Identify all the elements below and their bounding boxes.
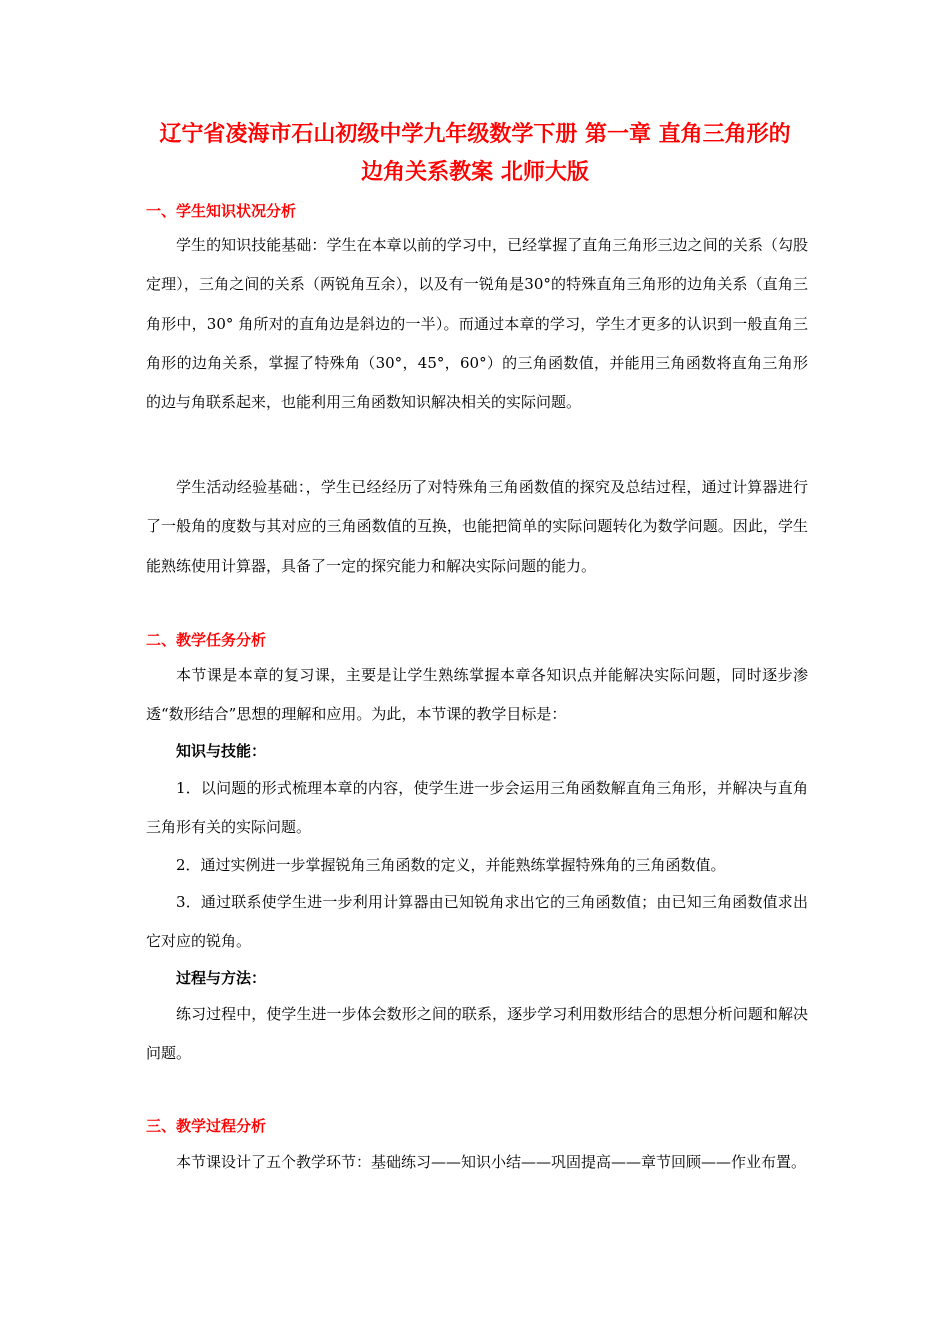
title-line-1: 辽宁省凌海市石山初级中学九年级数学下册 第一章 直角三角形的: [159, 122, 791, 147]
section-2-paragraph-1: 本节课是本章的复习课，主要是让学生熟练掌握本章各知识点并能解决实际问题，同时逐步渗透“数形结合”思想的理解和应用。为此，本节课的教学目标是：: [146, 666, 808, 724]
process-method-subheading: 过程与方法：: [176, 969, 267, 987]
section-1-paragraph-2: 学生活动经验基础：，学生已经经历了对特殊角三角函数值的探究及总结过程，通过计算器进行了一般角的度数与其对应的三角函数值的互换，也能把简单的实际问题转化为数学问题。因此，学生能熟练使用计算器，具备了一定的探究能力和解决实际问题的能力。: [146, 478, 808, 575]
section-3-heading: 三、教学过程分析: [146, 1117, 267, 1135]
section-1-paragraph-1: 学生的知识技能基础：学生在本章以前的学习中，已经掌握了直角三角形三边之间的关系（勾股定理），三角之间的关系（两锐角互余），以及有一锐角是30°的特殊直角三角形的边角关系（直角三角形中，30° 角所对的直角边是斜边的一半）。而通过本章的学习，学生才更多的认识到一般直角三角形的边角关系，掌握了特殊角（30°，45°，60°）的三角函数值，并能用三角函数将直角三角形的边与角联系起来，也能利用三角函数知识解决相关的实际问题。: [146, 236, 808, 412]
objective-item-1: 1．以问题的形式梳理本章的内容，使学生进一步会运用三角函数解直角三角形，并解决与直角三角形有关的实际问题。: [146, 779, 808, 837]
objective-item-2: 2．通过实例进一步掌握锐角三角函数的定义，并能熟练掌握特殊角的三角函数值。: [176, 856, 726, 874]
title-line-2: 边角关系教案 北师大版: [361, 160, 589, 185]
knowledge-skills-subheading: 知识与技能：: [176, 742, 267, 760]
section-2-heading: 二、教学任务分析: [146, 631, 267, 649]
section-2-paragraph-2: 练习过程中，使学生进一步体会数形之间的联系，逐步学习利用数形结合的思想分析问题和解决问题。: [146, 1005, 808, 1063]
section-1-heading: 一、学生知识状况分析: [146, 202, 297, 220]
section-3-paragraph-1: 本节课设计了五个教学环节：基础练习——知识小结——巩固提高——章节回顾——作业布置。: [176, 1153, 807, 1171]
document-title: [120, 116, 830, 192]
objective-item-3: 3．通过联系使学生进一步利用计算器由已知锐角求出它的三角函数值；由已知三角函数值求出它对应的锐角。: [146, 893, 808, 951]
